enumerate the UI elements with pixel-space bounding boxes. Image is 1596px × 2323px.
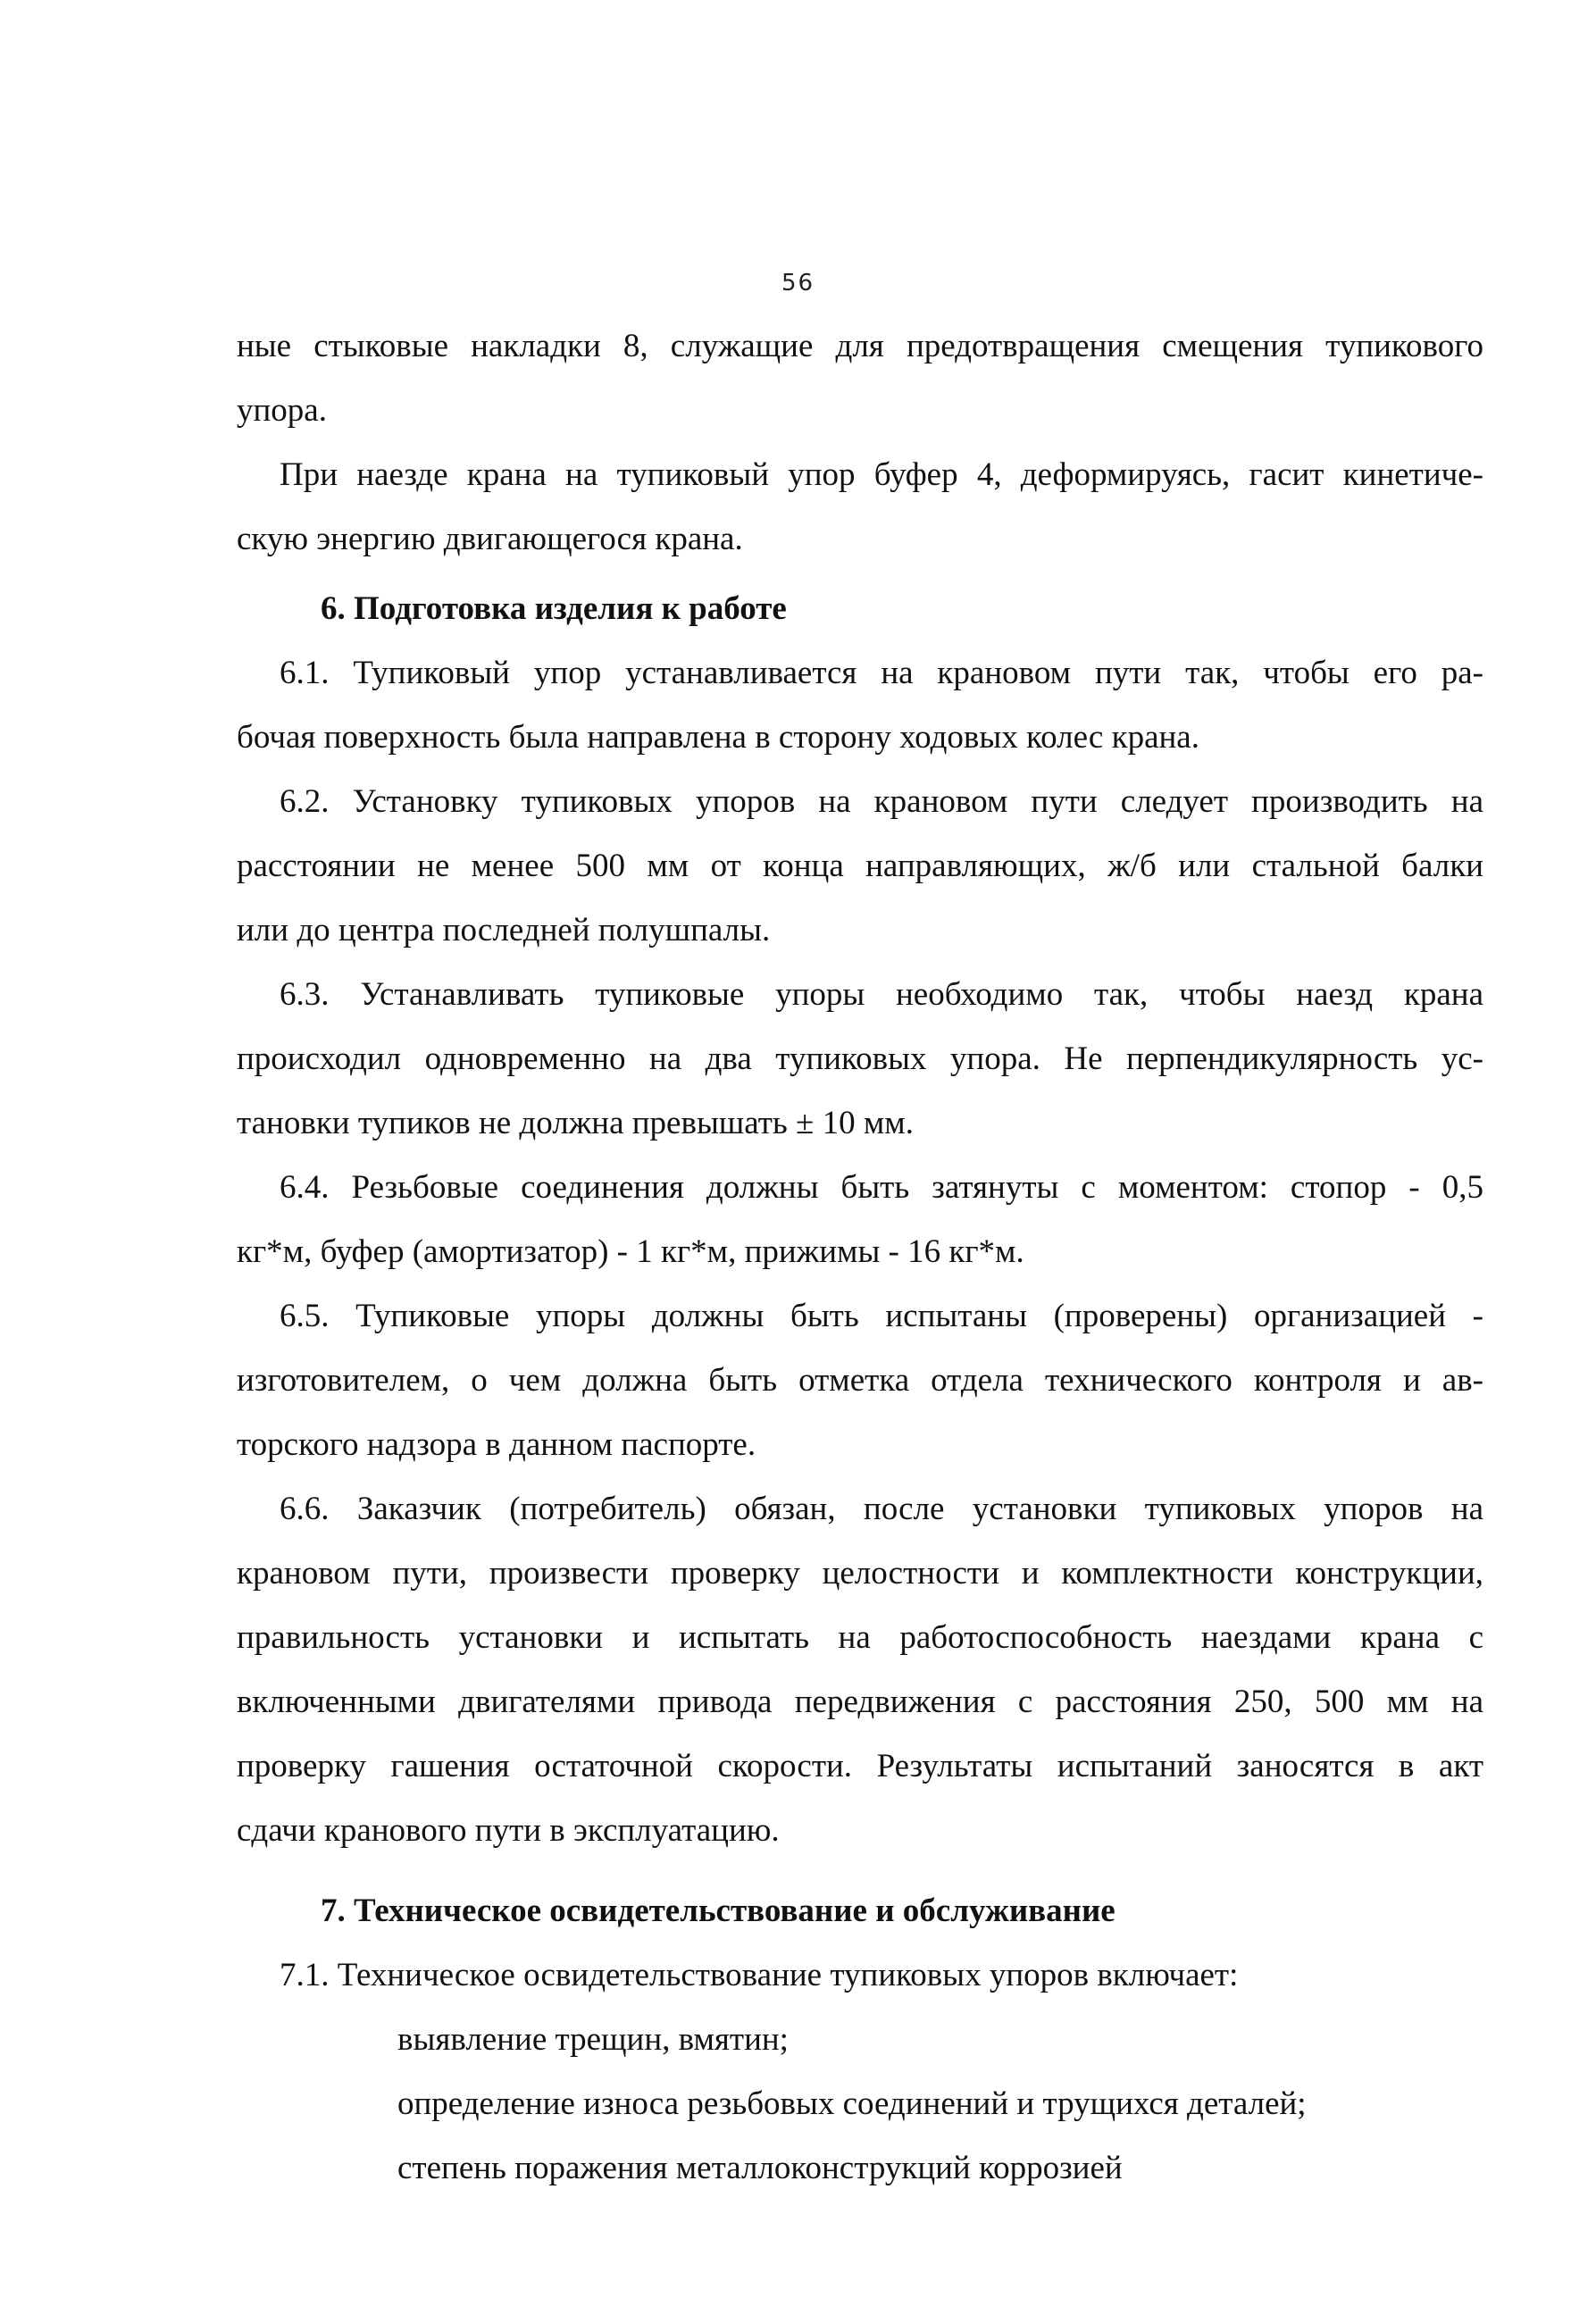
paragraph-6-3 <box>237 963 1483 1156</box>
text-line: 6.3. Устанавливать тупиковые упоры необходимо так, чтобы наезд крана <box>280 976 1483 1013</box>
text-line: торского надзора в данном паспорте. <box>237 1426 756 1463</box>
section-6-heading: 6. Подготовка изделия к работе <box>321 590 787 627</box>
text-line: 6.2. Установку тупиковых упоров на крановом пути следует производить на <box>280 783 1483 820</box>
text-line: тановки тупиков не должна превышать ± 10 мм. <box>237 1105 914 1141</box>
text-line: или до центра последней полушпалы. <box>237 912 771 948</box>
list-item: степень поражения металлоконструкций коррозией <box>397 2150 1123 2186</box>
text-line: 6.5. Тупиковые упоры должны быть испытаны (проверены) организацией - <box>280 1298 1483 1334</box>
paragraph-6-5 <box>237 1284 1483 1477</box>
text-line: ные стыковые накладки 8, служащие для предотвращения смещения тупикового <box>237 328 1483 364</box>
paragraph-impact <box>237 443 1483 572</box>
text-line: крановом пути, произвести проверку целостности и комплектности конструкции, <box>237 1555 1483 1592</box>
text-line: При наезде крана на тупиковый упор буфер 4, деформируясь, гасит кинетиче- <box>280 456 1483 493</box>
text-line: происходил одновременно на два тупиковых упора. Не перпендикулярность ус- <box>237 1040 1483 1077</box>
paragraph-6-6 <box>237 1477 1483 1863</box>
list-item: выявление трещин, вмятин; <box>397 2021 789 2058</box>
text-line: 6.6. Заказчик (потребитель) обязан, после установки тупиковых упоров на <box>280 1491 1483 1527</box>
document-body <box>237 314 1483 2201</box>
text-line: правильность установки и испытать на работоспособность наездами крана с <box>237 1619 1483 1656</box>
paragraph-intro <box>237 314 1483 443</box>
text-line: 6.4. Резьбовые соединения должны быть затянуты с моментом: стопор - 0,5 <box>280 1169 1483 1206</box>
text-line: упора. <box>237 392 327 429</box>
text-line: бочая поверхность была направлена в сторону ходовых колес крана. <box>237 719 1199 756</box>
inspection-list <box>237 2008 1483 2201</box>
text-line: сдачи кранового пути в эксплуатацию. <box>237 1812 780 1849</box>
paragraph-6-4 <box>237 1156 1483 1284</box>
paragraph-6-1 <box>237 641 1483 770</box>
text-line: включенными двигателями привода передвижения с расстояния 250, 500 мм на <box>237 1684 1483 1720</box>
page-number: 56 <box>781 270 815 297</box>
paragraph-6-2 <box>237 770 1483 963</box>
section-7-heading: 7. Техническое освидетельствование и обслуживание <box>321 1893 1116 1929</box>
text-line: проверку гашения остаточной скорости. Результаты испытаний заносятся в акт <box>237 1748 1483 1784</box>
text-line: изготовителем, о чем должна быть отметка отдела технического контроля и ав- <box>237 1362 1483 1399</box>
text-line: скую энергию двигающегося крана. <box>237 521 743 557</box>
paragraph-7-1 <box>237 1943 1483 2008</box>
text-line: кг*м, буфер (амортизатор) - 1 кг*м, прижимы - 16 кг*м. <box>237 1233 1024 1270</box>
text-line: 6.1. Тупиковый упор устанавливается на крановом пути так, чтобы его ра- <box>280 655 1483 691</box>
text-line: 7.1. Техническое освидетельствование тупиковых упоров включает: <box>280 1957 1239 1993</box>
text-line: расстоянии не менее 500 мм от конца направляющих, ж/б или стальной балки <box>237 848 1483 884</box>
list-item: определение износа резьбовых соединений и трущихся деталей; <box>397 2085 1307 2122</box>
